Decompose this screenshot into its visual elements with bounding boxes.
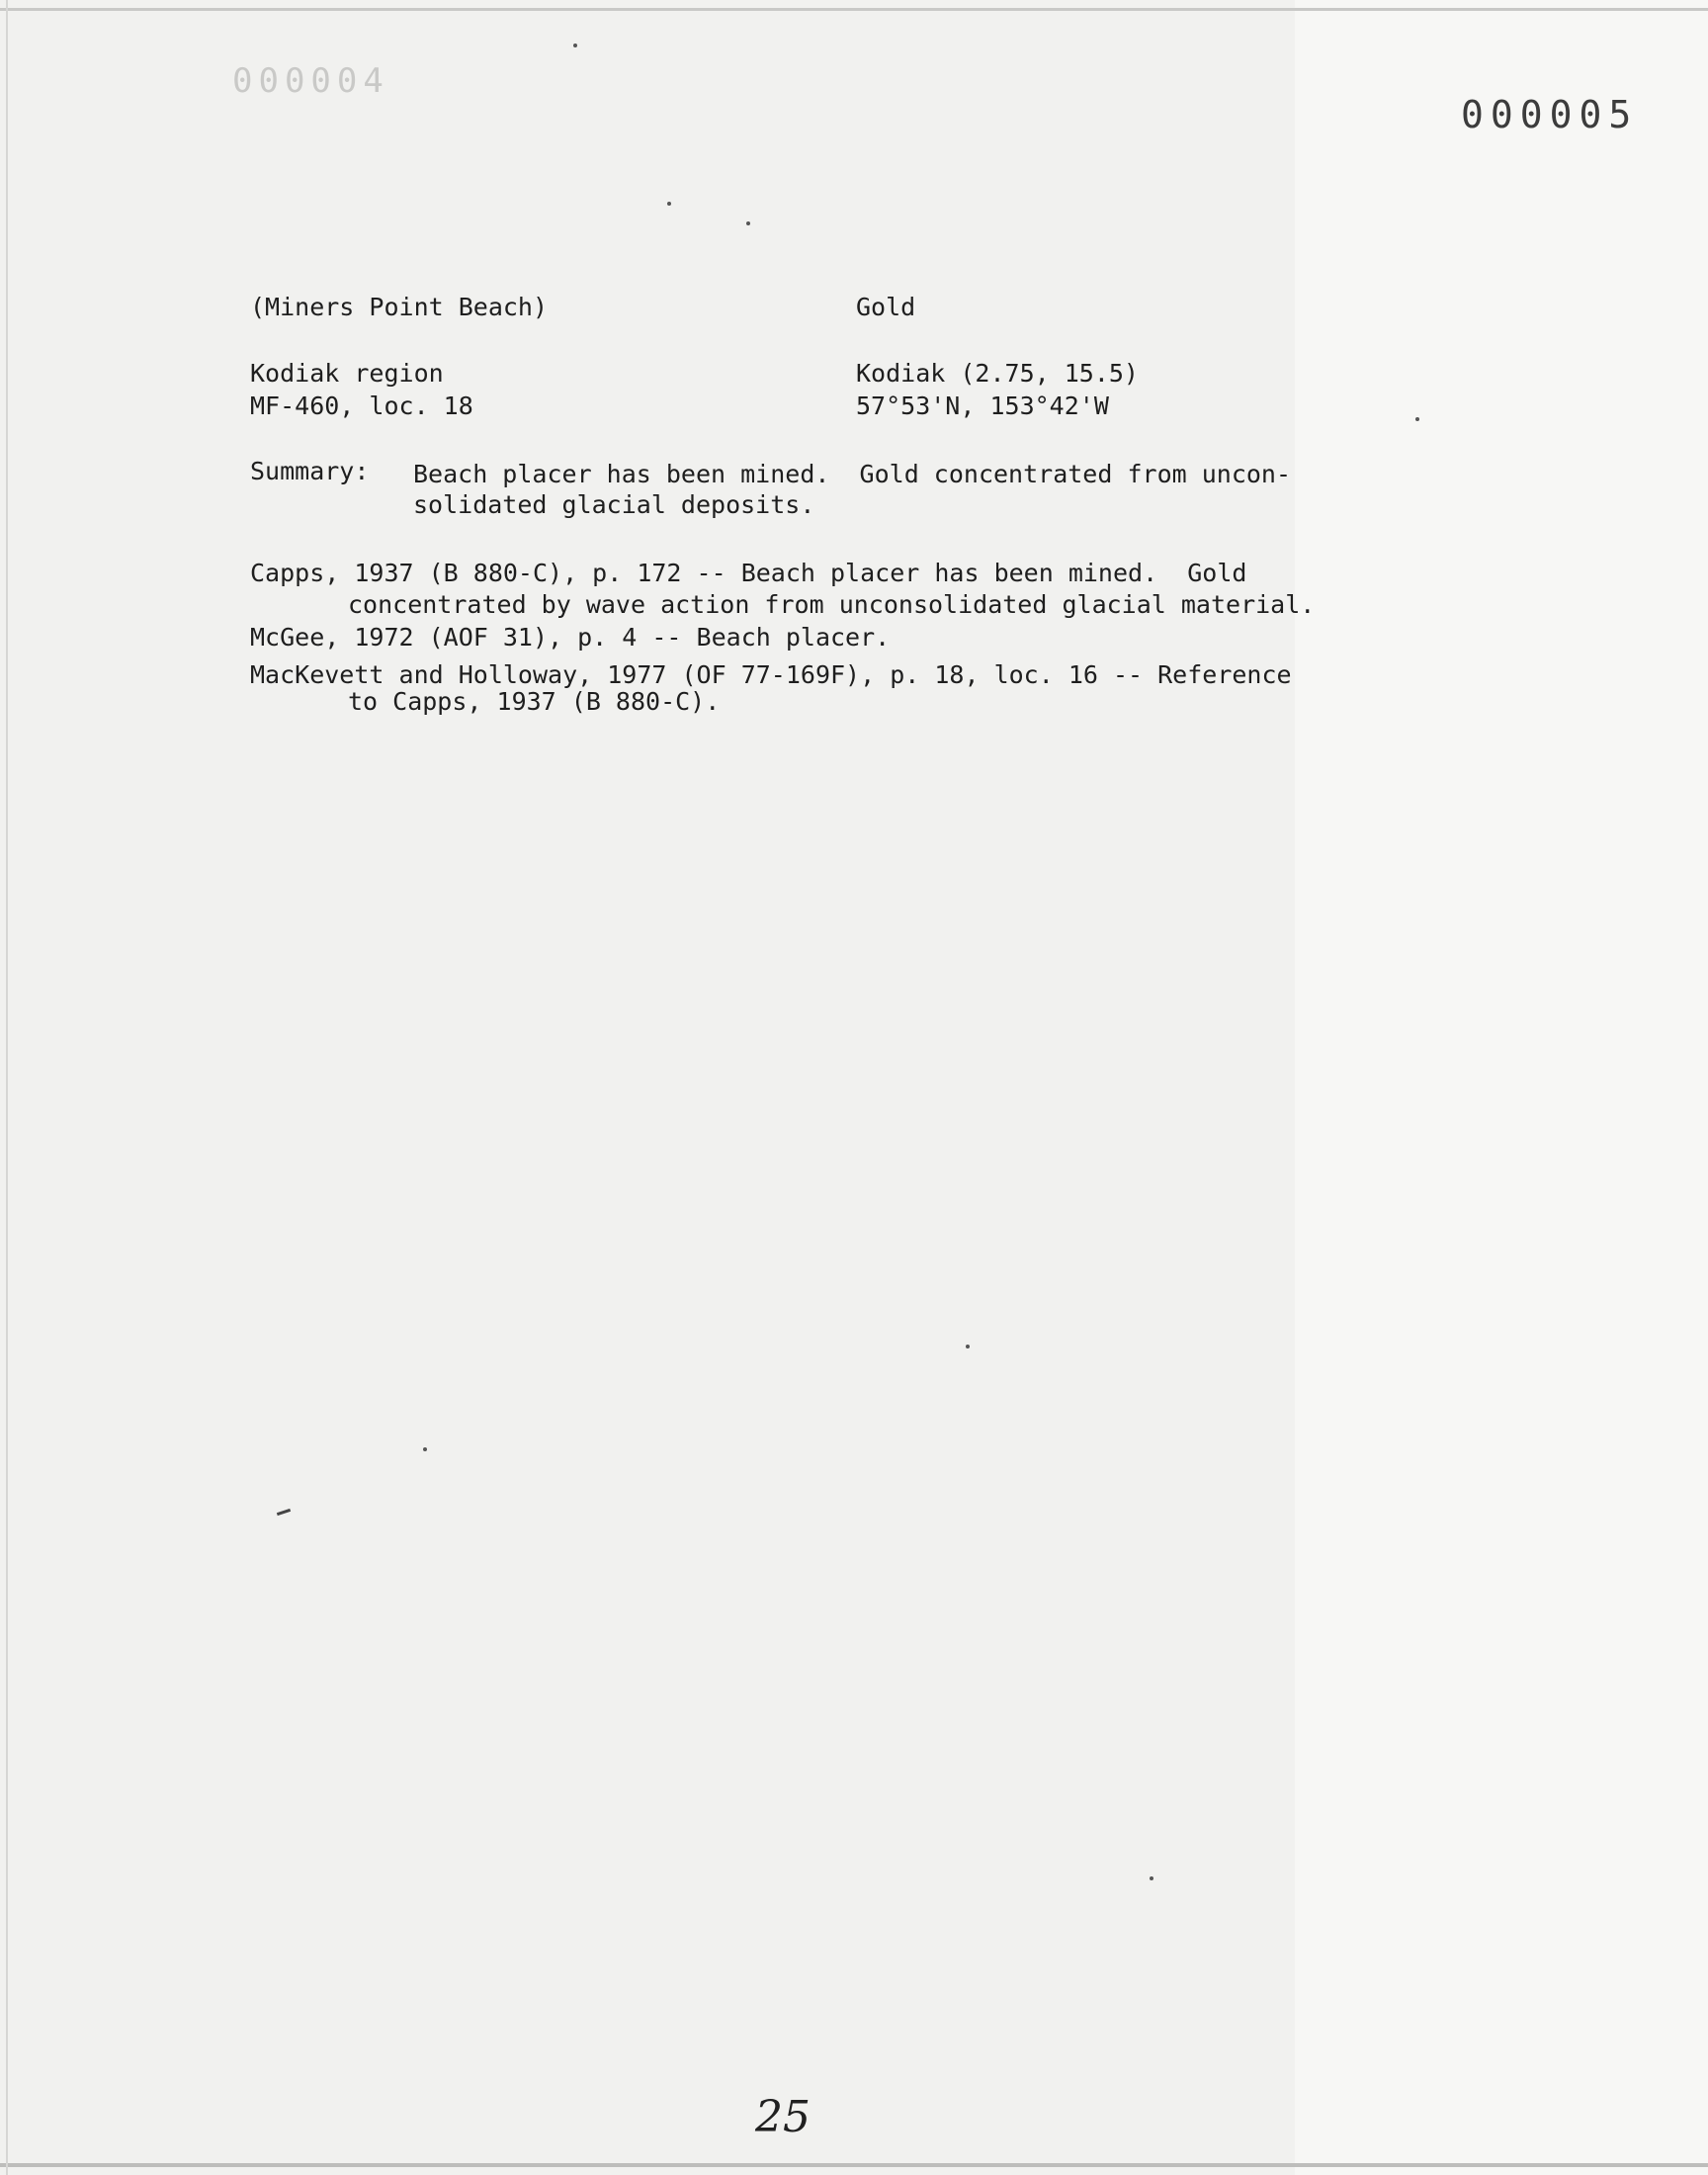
speck [966, 1345, 970, 1348]
speck [746, 221, 750, 225]
reference-2-line-1: McGee, 1972 (AOF 31), p. 4 -- Beach placer. [250, 623, 891, 652]
page-top-edge [0, 8, 1708, 11]
handwritten-page-number: 25 [755, 2092, 811, 2142]
summary-line-1: Beach placer has been mined. Gold concentrated from uncon- [413, 460, 1292, 488]
reference-1-line-2: concentrated by wave action from unconsolidated glacial material. [348, 590, 1316, 619]
map-reference: MF-460, loc. 18 [250, 392, 473, 420]
summary-line-2: solidated glacial deposits. [413, 490, 815, 519]
document-number: 000005 [1461, 93, 1639, 136]
coordinates: 57°53'N, 153°42'W [856, 392, 1109, 420]
summary-label: Summary: [250, 457, 370, 485]
quadrangle: Kodiak (2.75, 15.5) [856, 359, 1139, 388]
region: Kodiak region [250, 359, 444, 388]
site-name: (Miners Point Beach) [250, 293, 549, 321]
speck [423, 1447, 427, 1451]
page-left-edge [6, 0, 8, 2175]
page-shading [1295, 0, 1708, 2175]
speck [667, 202, 671, 206]
speck [1150, 1876, 1153, 1880]
stray-mark [277, 1509, 291, 1516]
speck [573, 44, 577, 47]
commodity: Gold [856, 293, 916, 321]
reference-1-line-1: Capps, 1937 (B 880-C), p. 172 -- Beach placer has been mined. Gold [250, 559, 1247, 587]
page-bottom-edge [0, 2163, 1708, 2167]
reference-3-line-2: to Capps, 1937 (B 880-C). [348, 687, 721, 716]
reference-3-line-1: MacKevett and Holloway, 1977 (OF 77-169F), p. 18, loc. 16 -- Reference [250, 660, 1292, 689]
speck [1415, 417, 1419, 421]
bleed-through-number: 000004 [232, 61, 389, 101]
